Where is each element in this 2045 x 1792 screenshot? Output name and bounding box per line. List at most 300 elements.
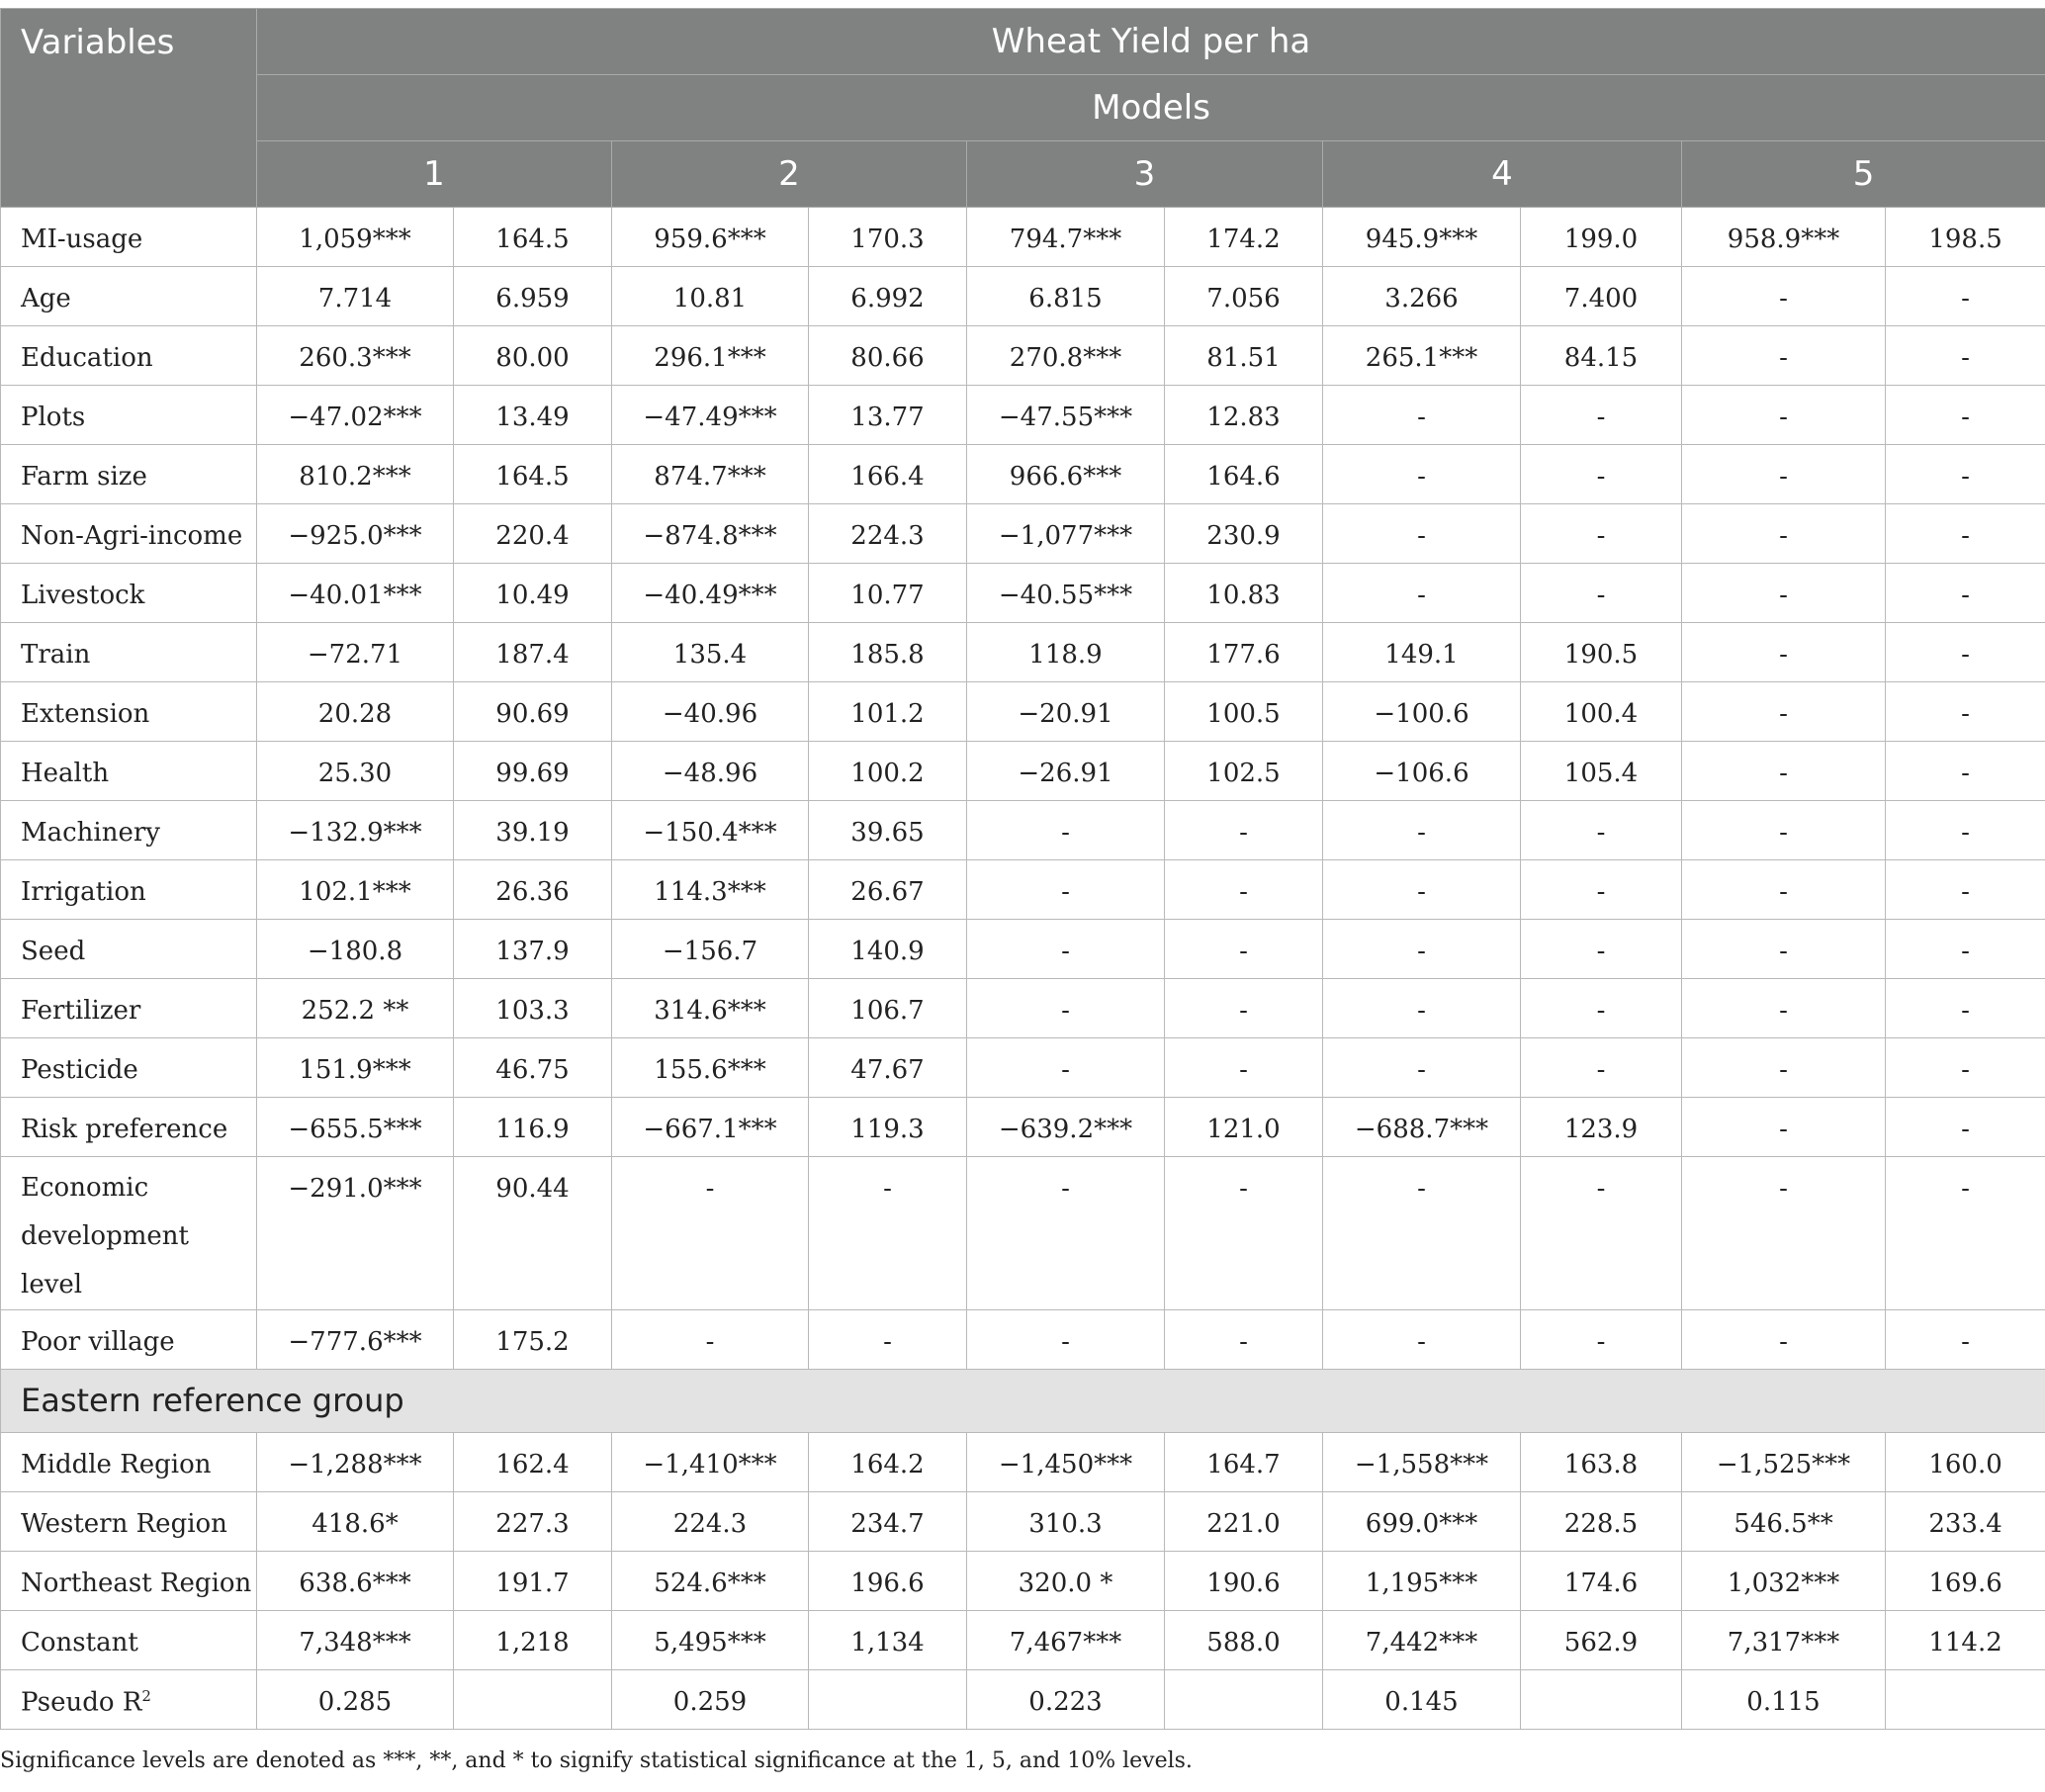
row-label-text: Economic development level	[21, 1173, 189, 1299]
coefficient-cell: -	[1323, 1157, 1521, 1310]
coefficient-cell: -	[967, 801, 1165, 860]
std-error-cell: -	[809, 1310, 967, 1370]
row-label-text: Education	[21, 343, 153, 373]
std-error-cell: 6.992	[809, 267, 967, 326]
std-error-cell: 119.3	[809, 1098, 967, 1157]
coefficient-cell: −291.0***	[257, 1157, 454, 1310]
coefficient-cell: 0.285	[257, 1670, 454, 1730]
std-error-cell: -	[1521, 860, 1682, 920]
std-error-cell: 7.056	[1165, 267, 1323, 326]
coefficient-cell: 0.145	[1323, 1670, 1521, 1730]
model-header: 5	[1682, 141, 2045, 208]
coefficient-cell: −655.5***	[257, 1098, 454, 1157]
std-error-cell: 1,134	[809, 1611, 967, 1670]
std-error-cell: -	[1886, 1310, 2045, 1370]
coefficient-cell: 10.81	[612, 267, 809, 326]
std-error-cell: 1,218	[454, 1611, 612, 1670]
row-label	[1, 682, 257, 742]
coefficient-cell: -	[1682, 504, 1886, 564]
std-error-cell: -	[1165, 1038, 1323, 1098]
std-error-cell	[809, 1670, 967, 1730]
row-label	[1, 1492, 257, 1552]
std-error-cell: -	[1521, 801, 1682, 860]
row-label	[1, 326, 257, 386]
coefficient-cell: 118.9	[967, 623, 1165, 682]
std-error-cell: -	[1165, 979, 1323, 1038]
std-error-cell	[1521, 1670, 1682, 1730]
coefficient-cell: −72.71	[257, 623, 454, 682]
model-header: 3	[967, 141, 1323, 208]
table-row	[1, 504, 2045, 564]
std-error-cell: 99.69	[454, 742, 612, 801]
row-label-text: Machinery	[21, 818, 160, 848]
coefficient-cell: −874.8***	[612, 504, 809, 564]
row-label-superscript: 2	[141, 1687, 151, 1705]
coefficient-cell: 958.9***	[1682, 208, 1886, 267]
std-error-cell	[1165, 1670, 1323, 1730]
coefficient-cell: -	[1682, 386, 1886, 445]
std-error-cell: 177.6	[1165, 623, 1323, 682]
coefficient-cell: 5,495***	[612, 1611, 809, 1670]
std-error-cell: 190.6	[1165, 1552, 1323, 1611]
coefficient-cell: 252.2 **	[257, 979, 454, 1038]
coefficient-cell: 959.6***	[612, 208, 809, 267]
std-error-cell: 102.5	[1165, 742, 1323, 801]
row-label-text: Poor village	[21, 1327, 175, 1357]
std-error-cell: -	[1886, 920, 2045, 979]
row-label-text: Plots	[21, 403, 86, 432]
std-error-cell: 187.4	[454, 623, 612, 682]
coefficient-cell: 1,059***	[257, 208, 454, 267]
row-label-text: Pseudo R	[21, 1687, 142, 1718]
coefficient-cell: 418.6*	[257, 1492, 454, 1552]
row-label	[1, 1552, 257, 1611]
std-error-cell: -	[1521, 564, 1682, 623]
table-row	[1, 920, 2045, 979]
std-error-cell: 233.4	[1886, 1492, 2045, 1552]
std-error-cell: 160.0	[1886, 1433, 2045, 1492]
row-label	[1, 979, 257, 1038]
std-error-cell: 47.67	[809, 1038, 967, 1098]
coefficient-cell: −47.02***	[257, 386, 454, 445]
coefficient-cell: -	[967, 1157, 1165, 1310]
coefficient-cell: -	[1682, 445, 1886, 504]
table-row	[1, 1552, 2045, 1611]
row-label	[1, 742, 257, 801]
std-error-cell: 80.00	[454, 326, 612, 386]
coefficient-cell: -	[1682, 267, 1886, 326]
table-row	[1, 860, 2045, 920]
coefficient-cell: 1,032***	[1682, 1552, 1886, 1611]
coefficient-cell: −150.4***	[612, 801, 809, 860]
table-row	[1, 1611, 2045, 1670]
std-error-cell: 196.6	[809, 1552, 967, 1611]
coefficient-cell: 149.1	[1323, 623, 1521, 682]
std-error-cell: -	[1165, 1310, 1323, 1370]
row-label-text: MI-usage	[21, 224, 143, 254]
coefficient-cell: -	[1323, 979, 1521, 1038]
coefficient-cell: 270.8***	[967, 326, 1165, 386]
std-error-cell: -	[1521, 920, 1682, 979]
table-row	[1, 1670, 2045, 1730]
std-error-cell: -	[1521, 1038, 1682, 1098]
coefficient-cell: −132.9***	[257, 801, 454, 860]
table-row	[1, 1492, 2045, 1552]
std-error-cell: -	[1886, 386, 2045, 445]
std-error-cell: 191.7	[454, 1552, 612, 1611]
coefficient-cell: -	[612, 1157, 809, 1310]
std-error-cell: -	[1165, 860, 1323, 920]
coefficient-cell: -	[1682, 860, 1886, 920]
coefficient-cell: −40.49***	[612, 564, 809, 623]
std-error-cell: -	[1521, 445, 1682, 504]
model-header: 2	[612, 141, 967, 208]
table-row	[1, 1433, 2045, 1492]
regression-table	[0, 8, 2045, 1730]
std-error-cell: 163.8	[1521, 1433, 1682, 1492]
table-header	[1, 9, 2045, 208]
coefficient-cell: −156.7	[612, 920, 809, 979]
variables-header: Variables	[1, 9, 257, 208]
std-error-cell: 106.7	[809, 979, 967, 1038]
coefficient-cell: 810.2***	[257, 445, 454, 504]
std-error-cell: -	[1886, 326, 2045, 386]
std-error-cell: 6.959	[454, 267, 612, 326]
section-label: Eastern reference group	[1, 1370, 2045, 1433]
std-error-cell: 588.0	[1165, 1611, 1323, 1670]
coefficient-cell: -	[1682, 801, 1886, 860]
models-header: Models	[257, 75, 2045, 141]
coefficient-cell: 296.1***	[612, 326, 809, 386]
coefficient-cell: -	[1682, 979, 1886, 1038]
coefficient-cell: -	[1682, 623, 1886, 682]
coefficient-cell: -	[1323, 860, 1521, 920]
coefficient-cell: −48.96	[612, 742, 809, 801]
model-header: 1	[257, 141, 612, 208]
row-label-text: Constant	[21, 1628, 138, 1658]
coefficient-cell: −26.91	[967, 742, 1165, 801]
row-label	[1, 564, 257, 623]
std-error-cell: 170.3	[809, 208, 967, 267]
row-label-text: Northeast Region	[21, 1568, 252, 1598]
std-error-cell: -	[1165, 920, 1323, 979]
coefficient-cell: 0.223	[967, 1670, 1165, 1730]
coefficient-cell: 638.6***	[257, 1552, 454, 1611]
row-label-text: Irrigation	[21, 877, 146, 907]
table-row	[1, 1098, 2045, 1157]
coefficient-cell: −20.91	[967, 682, 1165, 742]
std-error-cell: 12.83	[1165, 386, 1323, 445]
table-row	[1, 326, 2045, 386]
coefficient-cell: -	[1682, 742, 1886, 801]
coefficient-cell: −180.8	[257, 920, 454, 979]
row-label	[1, 623, 257, 682]
std-error-cell: -	[1521, 1157, 1682, 1310]
coefficient-cell: 3.266	[1323, 267, 1521, 326]
row-label-text: Non-Agri-income	[21, 521, 243, 551]
coefficient-cell: 7.714	[257, 267, 454, 326]
std-error-cell: 137.9	[454, 920, 612, 979]
coefficient-cell: 260.3***	[257, 326, 454, 386]
section-row	[1, 1370, 2045, 1433]
std-error-cell: 105.4	[1521, 742, 1682, 801]
std-error-cell: 100.2	[809, 742, 967, 801]
std-error-cell: -	[1521, 386, 1682, 445]
std-error-cell	[454, 1670, 612, 1730]
row-label	[1, 208, 257, 267]
model-header: 4	[1323, 141, 1682, 208]
std-error-cell: -	[1521, 504, 1682, 564]
coefficient-cell: -	[612, 1310, 809, 1370]
table-title: Wheat Yield per ha	[257, 9, 2045, 75]
std-error-cell: 26.36	[454, 860, 612, 920]
std-error-cell: 26.67	[809, 860, 967, 920]
std-error-cell: 164.6	[1165, 445, 1323, 504]
row-label-text: Train	[21, 640, 91, 670]
row-label-text: Farm size	[21, 462, 147, 492]
coefficient-cell: -	[1682, 1098, 1886, 1157]
coefficient-cell: 524.6***	[612, 1552, 809, 1611]
row-label	[1, 1310, 257, 1370]
std-error-cell: -	[1886, 860, 2045, 920]
coefficient-cell: 0.259	[612, 1670, 809, 1730]
std-error-cell: 114.2	[1886, 1611, 2045, 1670]
std-error-cell: 10.83	[1165, 564, 1323, 623]
coefficient-cell: -	[1323, 445, 1521, 504]
std-error-cell: 103.3	[454, 979, 612, 1038]
table-row	[1, 208, 2045, 267]
coefficient-cell: 7,442***	[1323, 1611, 1521, 1670]
std-error-cell: 80.66	[809, 326, 967, 386]
std-error-cell: 198.5	[1886, 208, 2045, 267]
row-label-text: Pesticide	[21, 1055, 138, 1085]
std-error-cell: 227.3	[454, 1492, 612, 1552]
coefficient-cell: -	[1323, 386, 1521, 445]
coefficient-cell: -	[967, 1038, 1165, 1098]
std-error-cell: 100.5	[1165, 682, 1323, 742]
coefficient-cell: 20.28	[257, 682, 454, 742]
std-error-cell: -	[1886, 267, 2045, 326]
row-label	[1, 1670, 257, 1730]
coefficient-cell: 546.5**	[1682, 1492, 1886, 1552]
coefficient-cell: −667.1***	[612, 1098, 809, 1157]
coefficient-cell: 320.0 *	[967, 1552, 1165, 1611]
coefficient-cell: −47.55***	[967, 386, 1165, 445]
std-error-cell: -	[1886, 445, 2045, 504]
std-error-cell: 162.4	[454, 1433, 612, 1492]
coefficient-cell: 155.6***	[612, 1038, 809, 1098]
std-error-cell: 234.7	[809, 1492, 967, 1552]
coefficient-cell: -	[1682, 326, 1886, 386]
coefficient-cell: 794.7***	[967, 208, 1165, 267]
coefficient-cell: 151.9***	[257, 1038, 454, 1098]
coefficient-cell: 945.9***	[1323, 208, 1521, 267]
std-error-cell: 175.2	[454, 1310, 612, 1370]
coefficient-cell: -	[1323, 920, 1521, 979]
std-error-cell: -	[1886, 504, 2045, 564]
std-error-cell: 100.4	[1521, 682, 1682, 742]
std-error-cell: 224.3	[809, 504, 967, 564]
std-error-cell: 230.9	[1165, 504, 1323, 564]
coefficient-cell: -	[1323, 1310, 1521, 1370]
std-error-cell: 123.9	[1521, 1098, 1682, 1157]
std-error-cell: 185.8	[809, 623, 967, 682]
coefficient-cell: -	[1323, 801, 1521, 860]
coefficient-cell: 25.30	[257, 742, 454, 801]
std-error-cell: 39.19	[454, 801, 612, 860]
row-label-text: Livestock	[21, 581, 145, 610]
footnote: Significance levels are denoted as ***, **, and * to signify statistical significance at the 1, 5, and 10% levels.	[0, 1748, 1193, 1773]
coefficient-cell: 265.1***	[1323, 326, 1521, 386]
row-label	[1, 1433, 257, 1492]
coefficient-cell: -	[1323, 564, 1521, 623]
std-error-cell: 46.75	[454, 1038, 612, 1098]
table-row	[1, 445, 2045, 504]
coefficient-cell: 135.4	[612, 623, 809, 682]
row-label-text: Middle Region	[21, 1450, 212, 1479]
coefficient-cell: -	[1682, 682, 1886, 742]
table-row	[1, 979, 2045, 1038]
coefficient-cell: −1,525***	[1682, 1433, 1886, 1492]
table-row	[1, 1157, 2045, 1310]
table-row	[1, 564, 2045, 623]
std-error-cell: 90.69	[454, 682, 612, 742]
coefficient-cell: −1,558***	[1323, 1433, 1521, 1492]
coefficient-cell: 6.815	[967, 267, 1165, 326]
row-label-text: Age	[21, 284, 71, 314]
row-label	[1, 267, 257, 326]
std-error-cell: 121.0	[1165, 1098, 1323, 1157]
std-error-cell: 174.6	[1521, 1552, 1682, 1611]
coefficient-cell: −1,077***	[967, 504, 1165, 564]
coefficient-cell: -	[967, 860, 1165, 920]
std-error-cell: 81.51	[1165, 326, 1323, 386]
row-label	[1, 1038, 257, 1098]
coefficient-cell: -	[1323, 504, 1521, 564]
table-row	[1, 1310, 2045, 1370]
coefficient-cell: 7,348***	[257, 1611, 454, 1670]
row-label	[1, 445, 257, 504]
row-label	[1, 386, 257, 445]
coefficient-cell: -	[1682, 1157, 1886, 1310]
table-row	[1, 801, 2045, 860]
row-label	[1, 1157, 257, 1310]
std-error-cell: -	[1886, 1038, 2045, 1098]
coefficient-cell: -	[1682, 920, 1886, 979]
coefficient-cell: −1,450***	[967, 1433, 1165, 1492]
coefficient-cell: -	[967, 979, 1165, 1038]
coefficient-cell: 0.115	[1682, 1670, 1886, 1730]
row-label-text: Western Region	[21, 1509, 227, 1539]
table-row	[1, 386, 2045, 445]
std-error-cell: -	[1886, 1157, 2045, 1310]
coefficient-cell: −100.6	[1323, 682, 1521, 742]
std-error-cell: 562.9	[1521, 1611, 1682, 1670]
coefficient-cell: 966.6***	[967, 445, 1165, 504]
std-error-cell: 199.0	[1521, 208, 1682, 267]
std-error-cell: 13.77	[809, 386, 967, 445]
row-label-text: Risk preference	[21, 1115, 228, 1144]
std-error-cell: 169.6	[1886, 1552, 2045, 1611]
std-error-cell: 164.5	[454, 445, 612, 504]
coefficient-cell: −40.01***	[257, 564, 454, 623]
std-error-cell: 13.49	[454, 386, 612, 445]
coefficient-cell: −106.6	[1323, 742, 1521, 801]
std-error-cell	[1886, 1670, 2045, 1730]
std-error-cell: -	[809, 1157, 967, 1310]
coefficient-cell: 874.7***	[612, 445, 809, 504]
std-error-cell: 228.5	[1521, 1492, 1682, 1552]
std-error-cell: 116.9	[454, 1098, 612, 1157]
coefficient-cell: 7,317***	[1682, 1611, 1886, 1670]
std-error-cell: -	[1886, 623, 2045, 682]
coefficient-cell: -	[1682, 1310, 1886, 1370]
std-error-cell: 220.4	[454, 504, 612, 564]
row-label	[1, 801, 257, 860]
coefficient-cell: −47.49***	[612, 386, 809, 445]
std-error-cell: -	[1886, 801, 2045, 860]
row-label-text: Seed	[21, 937, 86, 966]
std-error-cell: 174.2	[1165, 208, 1323, 267]
std-error-cell: -	[1886, 682, 2045, 742]
table-row	[1, 267, 2045, 326]
std-error-cell: 164.5	[454, 208, 612, 267]
std-error-cell: 221.0	[1165, 1492, 1323, 1552]
coefficient-cell: 1,195***	[1323, 1552, 1521, 1611]
std-error-cell: 10.77	[809, 564, 967, 623]
std-error-cell: 190.5	[1521, 623, 1682, 682]
coefficient-cell: -	[1323, 1038, 1521, 1098]
row-label-text: Extension	[21, 699, 150, 729]
coefficient-cell: 310.3	[967, 1492, 1165, 1552]
coefficient-cell: 314.6***	[612, 979, 809, 1038]
coefficient-cell: 102.1***	[257, 860, 454, 920]
coefficient-cell: -	[967, 920, 1165, 979]
coefficient-cell: 7,467***	[967, 1611, 1165, 1670]
std-error-cell: 10.49	[454, 564, 612, 623]
row-label	[1, 504, 257, 564]
std-error-cell: -	[1886, 564, 2045, 623]
row-label-text: Fertilizer	[21, 996, 141, 1026]
std-error-cell: 140.9	[809, 920, 967, 979]
coefficient-cell: −639.2***	[967, 1098, 1165, 1157]
std-error-cell: -	[1165, 801, 1323, 860]
std-error-cell: 166.4	[809, 445, 967, 504]
coefficient-cell: 114.3***	[612, 860, 809, 920]
std-error-cell: 164.2	[809, 1433, 967, 1492]
std-error-cell: 164.7	[1165, 1433, 1323, 1492]
coefficient-cell: -	[1682, 1038, 1886, 1098]
row-label	[1, 920, 257, 979]
std-error-cell: 84.15	[1521, 326, 1682, 386]
std-error-cell: -	[1886, 742, 2045, 801]
coefficient-cell: -	[1682, 564, 1886, 623]
std-error-cell: 90.44	[454, 1157, 612, 1310]
std-error-cell: 39.65	[809, 801, 967, 860]
coefficient-cell: −688.7***	[1323, 1098, 1521, 1157]
table-body	[1, 208, 2045, 1730]
std-error-cell: -	[1521, 979, 1682, 1038]
std-error-cell: -	[1165, 1157, 1323, 1310]
row-label	[1, 860, 257, 920]
table-row	[1, 742, 2045, 801]
table-row	[1, 1038, 2045, 1098]
table-row	[1, 623, 2045, 682]
coefficient-cell: -	[967, 1310, 1165, 1370]
coefficient-cell: −777.6***	[257, 1310, 454, 1370]
coefficient-cell: −1,288***	[257, 1433, 454, 1492]
std-error-cell: -	[1886, 1098, 2045, 1157]
